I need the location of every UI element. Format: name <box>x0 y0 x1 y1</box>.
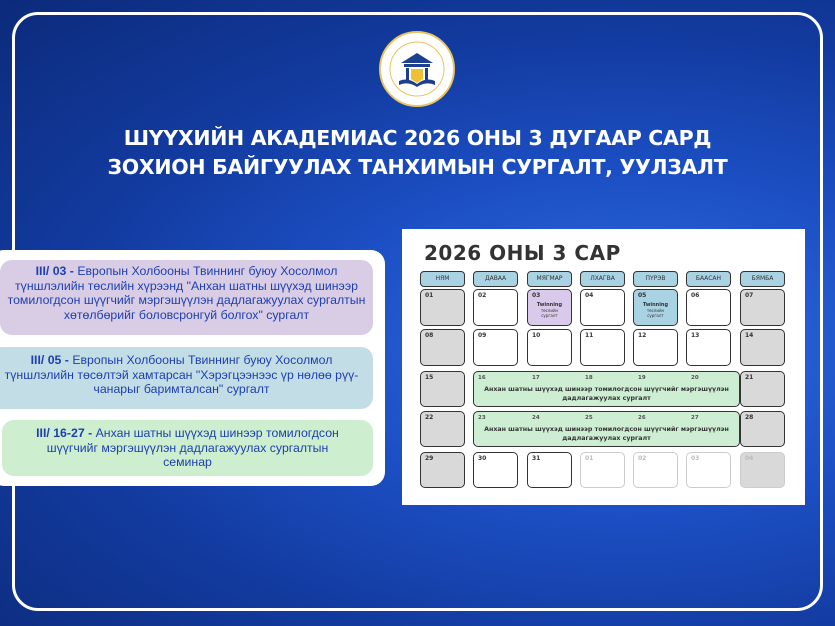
event-text: Анхан шатны шүүхэд шинээр томилогдсон шүүгчийг мэргэшүүлэн дадлагажуулах сургалтын семинар <box>46 426 339 469</box>
page-title <box>0 124 835 182</box>
day-number: 19 <box>638 375 646 381</box>
day-number: 15 <box>425 374 434 381</box>
day-number: 20 <box>691 375 699 381</box>
academy-emblem-icon <box>387 39 447 99</box>
day-number: 01 <box>425 292 434 299</box>
weekday-header: ЛХАГВА <box>580 271 625 287</box>
day-number: 01 <box>585 455 594 462</box>
calendar-day <box>580 452 625 488</box>
day-number: 11 <box>585 332 594 339</box>
weekday-header: БААСАН <box>686 271 731 287</box>
title-line-2: ЗОХИОН БАЙГУУЛАХ ТАНХИМЫН СУРГАЛТ, УУЛЗАЛТ <box>107 155 728 179</box>
calendar <box>402 229 805 505</box>
day-number: 05 <box>638 292 647 299</box>
calendar-day <box>740 452 785 488</box>
calendar-day <box>686 452 731 488</box>
day-number: 09 <box>478 332 487 339</box>
calendar-day <box>420 329 465 366</box>
event-band <box>473 371 740 407</box>
day-number: 22 <box>425 414 434 421</box>
event-date: III/ 05 - <box>30 353 69 367</box>
cell-event-subtitle: төслийн сургалт <box>646 308 665 318</box>
event-date: III/ 03 - <box>35 264 74 278</box>
academy-logo <box>379 31 455 107</box>
day-number: 02 <box>638 455 647 462</box>
day-number: 04 <box>585 292 594 299</box>
day-number: 24 <box>532 415 540 421</box>
calendar-day <box>740 329 785 366</box>
weekday-header: БЯМБА <box>740 271 785 287</box>
calendar-day <box>580 329 625 366</box>
day-number: 16 <box>478 375 486 381</box>
day-number: 30 <box>478 455 487 462</box>
calendar-title: 2026 ОНЫ 3 САР <box>424 241 621 265</box>
calendar-day <box>473 289 518 326</box>
calendar-day <box>740 289 785 326</box>
event-item <box>0 347 373 409</box>
day-number: 12 <box>638 332 647 339</box>
calendar-day <box>633 329 678 366</box>
band-event-text: Анхан шатны шүүхэд шинээр томилогдсон шүүгчийг мэргэшүүлэн дадлагажуулах сургалт <box>484 386 729 402</box>
weekday-header: МЯГМАР <box>527 271 572 287</box>
calendar-day <box>633 289 678 326</box>
calendar-day <box>473 329 518 366</box>
calendar-day <box>420 371 465 407</box>
weekday-header: НЯМ <box>420 271 465 287</box>
day-number: 06 <box>691 292 700 299</box>
cell-event-title: Twinning <box>642 302 669 308</box>
day-number: 14 <box>745 332 754 339</box>
calendar-day <box>740 371 785 407</box>
day-number: 26 <box>638 415 646 421</box>
event-item <box>2 420 373 476</box>
calendar-day <box>740 411 785 447</box>
calendar-day <box>633 452 678 488</box>
cell-event-subtitle: төслийн сургалт <box>540 308 559 318</box>
band-event-text: Анхан шатны шүүхэд шинээр томилогдсон шүүгчийг мэргэшүүлэн дадлагажуулах сургалт <box>484 426 729 442</box>
calendar-day <box>686 289 731 326</box>
calendar-day <box>527 289 572 326</box>
day-number: 23 <box>478 415 486 421</box>
weekday-header: ДАВАА <box>473 271 518 287</box>
day-number: 02 <box>478 292 487 299</box>
calendar-day <box>527 452 572 488</box>
title-line-1: ШҮҮХИЙН АКАДЕМИАС 2026 ОНЫ 3 ДУГААР САРД <box>123 126 712 150</box>
weekday-header: ПҮРЭВ <box>633 271 678 287</box>
event-date: III/ 16-27 - <box>36 426 93 440</box>
events-panel <box>0 250 385 486</box>
event-text: Европын Холбооны Твиннинг буюу Хосолмол түншлэлийн төсөлтэй хамтарсан "Хэрэгцээнээс үр нөлөө рүү-чанарыг баримталсан" сургалт <box>4 353 359 396</box>
event-band <box>473 411 740 447</box>
calendar-day <box>686 329 731 366</box>
calendar-day <box>580 289 625 326</box>
day-number: 31 <box>532 455 541 462</box>
day-number: 03 <box>691 455 700 462</box>
event-text: Европын Холбооны Твиннинг буюу Хосолмол түншлэлийн төслийн хүрээнд "Анхан шатны шүүхэд шинээр томилогдсон шүүгчийг мэргэшүүлэн дадлагажуулах сургалтын хөтөлбөрийг боловсронгуй болгох" сургалт <box>7 264 366 322</box>
day-number: 03 <box>532 292 541 299</box>
day-number: 18 <box>585 375 593 381</box>
day-number: 10 <box>532 332 541 339</box>
calendar-day <box>420 289 465 326</box>
calendar-day <box>473 452 518 488</box>
cell-event-title: Twinning <box>536 302 563 308</box>
day-number: 04 <box>745 455 754 462</box>
day-number: 13 <box>691 332 700 339</box>
calendar-day <box>420 411 465 447</box>
day-number: 29 <box>425 455 434 462</box>
day-number: 25 <box>585 415 593 421</box>
day-number: 28 <box>745 414 754 421</box>
day-number: 17 <box>532 375 540 381</box>
event-item <box>0 260 373 335</box>
day-number: 21 <box>745 374 754 381</box>
calendar-day <box>527 329 572 366</box>
day-number: 08 <box>425 332 434 339</box>
day-number: 27 <box>691 415 699 421</box>
calendar-day <box>420 452 465 488</box>
day-number: 07 <box>745 292 754 299</box>
